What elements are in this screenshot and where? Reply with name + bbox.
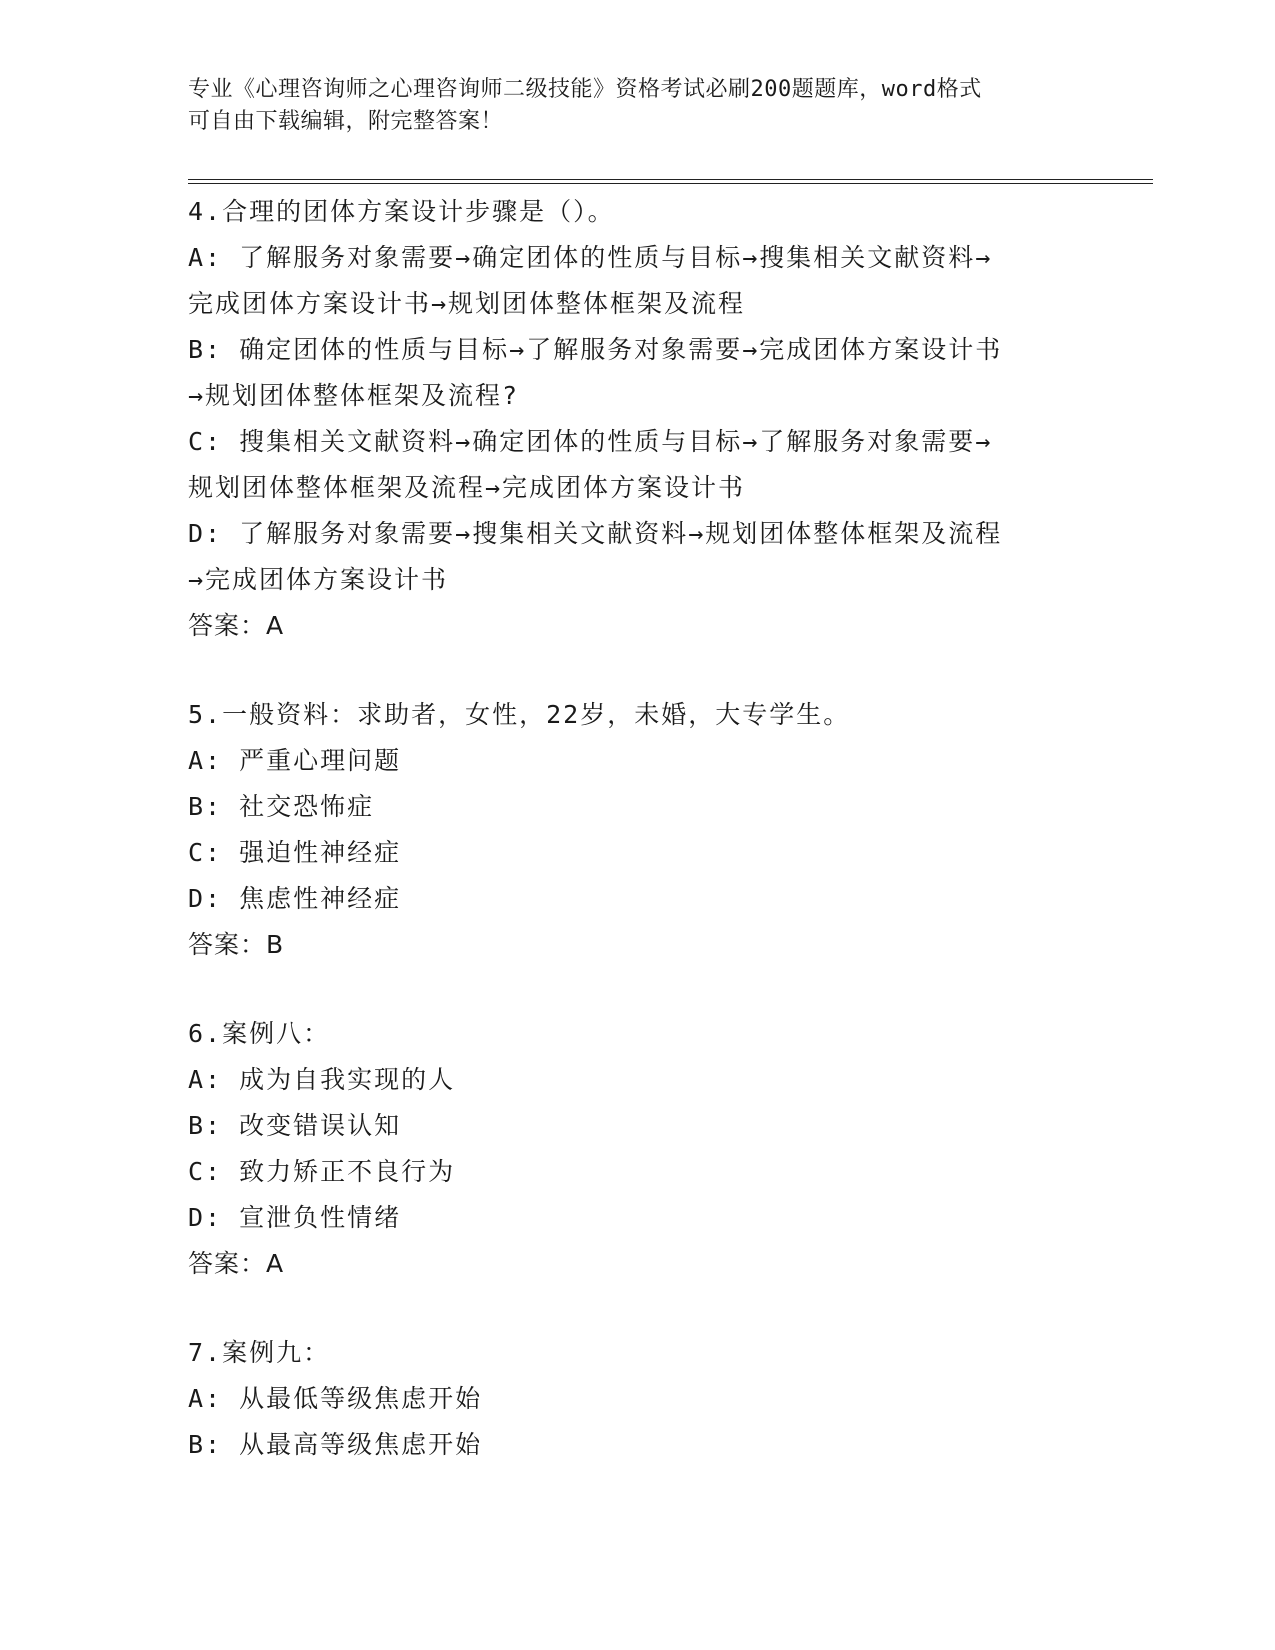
answer-label: 答案：A (188, 611, 285, 640)
question-list (188, 189, 1088, 1468)
option-line: D: 了解服务对象需要→搜集相关文献资料→规划团体整体框架及流程 (188, 519, 1003, 548)
header-line-2: 可自由下载编辑，附完整答案！ (188, 109, 504, 134)
option-line: →规划团体整体框架及流程? (188, 381, 520, 410)
question-stem: 5.一般资料：求助者，女性，22岁，未婚，大专学生。 (188, 700, 851, 729)
option-line: A: 成为自我实现的人 (188, 1065, 456, 1094)
option-line: B: 改变错误认知 (188, 1111, 402, 1140)
header-divider-bottom (188, 183, 1153, 184)
option-line: B: 从最高等级焦虑开始 (188, 1430, 483, 1459)
option-line: →完成团体方案设计书 (188, 565, 449, 594)
option-line: D: 焦虑性神经症 (188, 884, 402, 913)
answer-label: 答案：A (188, 1249, 285, 1278)
option-line: 完成团体方案设计书→规划团体整体框架及流程 (188, 289, 746, 318)
option-line: A: 了解服务对象需要→确定团体的性质与目标→搜集相关文献资料→ (188, 243, 993, 272)
option-line: B: 确定团体的性质与目标→了解服务对象需要→完成团体方案设计书 (188, 335, 1003, 364)
option-line: A: 严重心理问题 (188, 746, 402, 775)
option-line: C: 搜集相关文献资料→确定团体的性质与目标→了解服务对象需要→ (188, 427, 993, 456)
question-spacer (188, 968, 1088, 1011)
question-7 (188, 1330, 1088, 1468)
question-spacer (188, 1287, 1088, 1330)
option-line: C: 强迫性神经症 (188, 838, 402, 867)
option-line: 规划团体整体框架及流程→完成团体方案设计书 (188, 473, 746, 502)
option-line: C: 致力矫正不良行为 (188, 1157, 456, 1186)
document-header (188, 74, 1068, 138)
header-line-1: 专业《心理咨询师之心理咨询师二级技能》资格考试必刷200题题库，word格式 (188, 77, 982, 102)
question-4 (188, 189, 1088, 649)
question-stem: 7.案例九： (188, 1338, 331, 1367)
question-stem: 6.案例八： (188, 1019, 331, 1048)
question-stem: 4.合理的团体方案设计步骤是（）。 (188, 197, 615, 226)
question-5 (188, 692, 1088, 968)
header-divider-top (188, 179, 1153, 180)
question-spacer (188, 649, 1088, 692)
question-6 (188, 1011, 1088, 1287)
option-line: B: 社交恐怖症 (188, 792, 375, 821)
option-line: A: 从最低等级焦虑开始 (188, 1384, 483, 1413)
option-line: D: 宣泄负性情绪 (188, 1203, 402, 1232)
answer-label: 答案：B (188, 930, 285, 959)
